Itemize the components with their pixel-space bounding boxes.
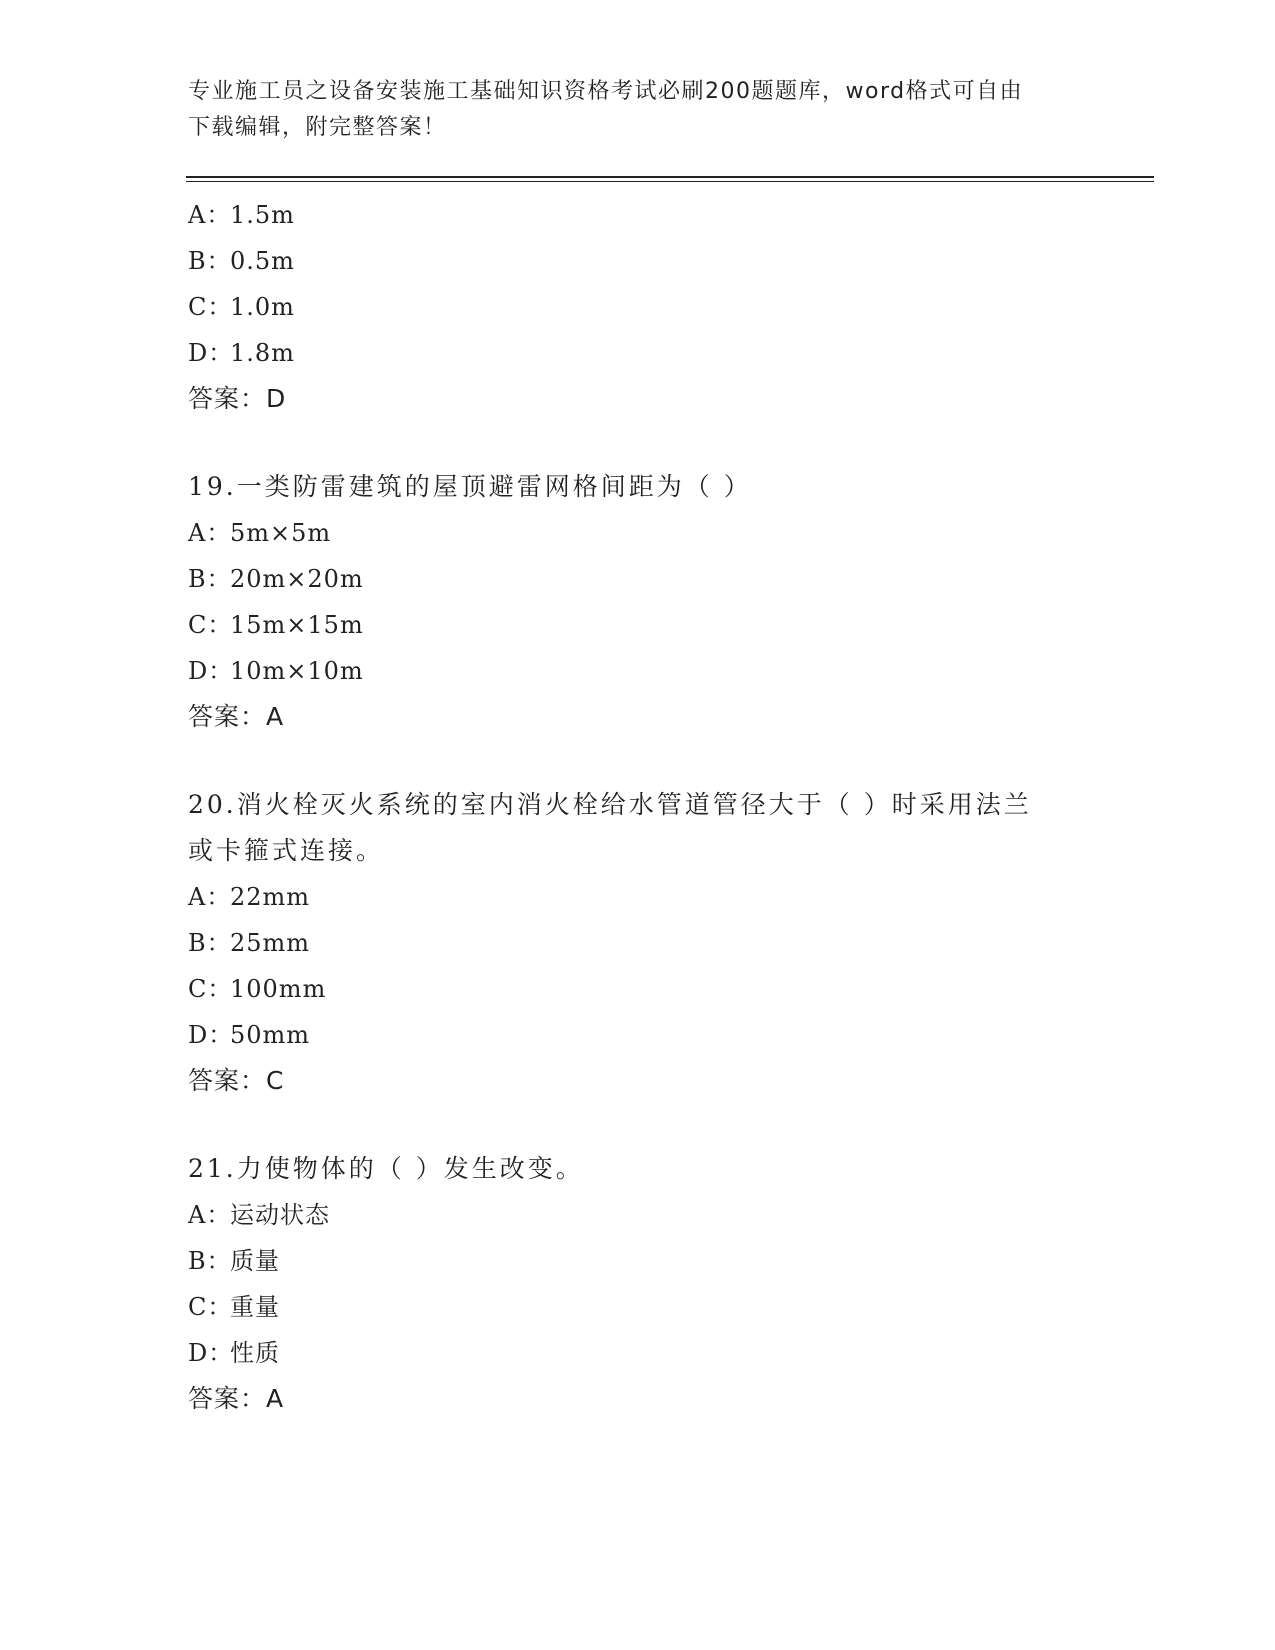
header-rule-thin xyxy=(186,181,1154,182)
header-rule-thick xyxy=(186,176,1154,178)
option-d: D：1.8m xyxy=(188,339,295,367)
option-b: B：0.5m xyxy=(188,247,295,275)
question-text-line-1: 20.消火栓灭火系统的室内消火栓给水管道管径大于（ ）时采用法兰 xyxy=(188,790,1032,819)
answer-line: 答案：D xyxy=(188,384,287,413)
question-text-line-2: 或卡箍式连接。 xyxy=(188,836,385,865)
question-list xyxy=(188,192,1088,1422)
option-c: C：1.0m xyxy=(188,293,295,321)
document-header xyxy=(188,74,1088,146)
header-line-1: 专业施工员之设备安装施工基础知识资格考试必刷200题题库，word格式可自由 xyxy=(188,79,1024,104)
answer-line: 答案：A xyxy=(188,702,285,731)
header-line-2: 下载编辑，附完整答案！ xyxy=(188,115,447,140)
answer-line: 答案：A xyxy=(188,1384,285,1413)
option-b: B：质量 xyxy=(188,1247,280,1275)
option-d: D：50mm xyxy=(188,1021,311,1049)
question-block-18 xyxy=(188,192,1088,422)
question-block-20 xyxy=(188,782,1088,1104)
option-a: A：5m×5m xyxy=(188,519,332,547)
question-block-19 xyxy=(188,464,1088,740)
option-b: B：20m×20m xyxy=(188,565,364,593)
option-a: A：22mm xyxy=(188,883,311,911)
question-text: 19.一类防雷建筑的屋顶避雷网格间距为（ ） xyxy=(188,472,752,501)
option-a: A：1.5m xyxy=(188,201,295,229)
option-c: C：100mm xyxy=(188,975,327,1003)
option-b: B：25mm xyxy=(188,929,311,957)
option-d: D：性质 xyxy=(188,1339,280,1367)
option-c: C：15m×15m xyxy=(188,611,364,639)
question-block-21 xyxy=(188,1146,1088,1422)
option-c: C：重量 xyxy=(188,1293,280,1321)
option-d: D：10m×10m xyxy=(188,657,364,685)
answer-line: 答案：C xyxy=(188,1066,285,1095)
option-a: A：运动状态 xyxy=(188,1201,330,1229)
question-text: 21.力使物体的（ ）发生改变。 xyxy=(188,1154,584,1183)
